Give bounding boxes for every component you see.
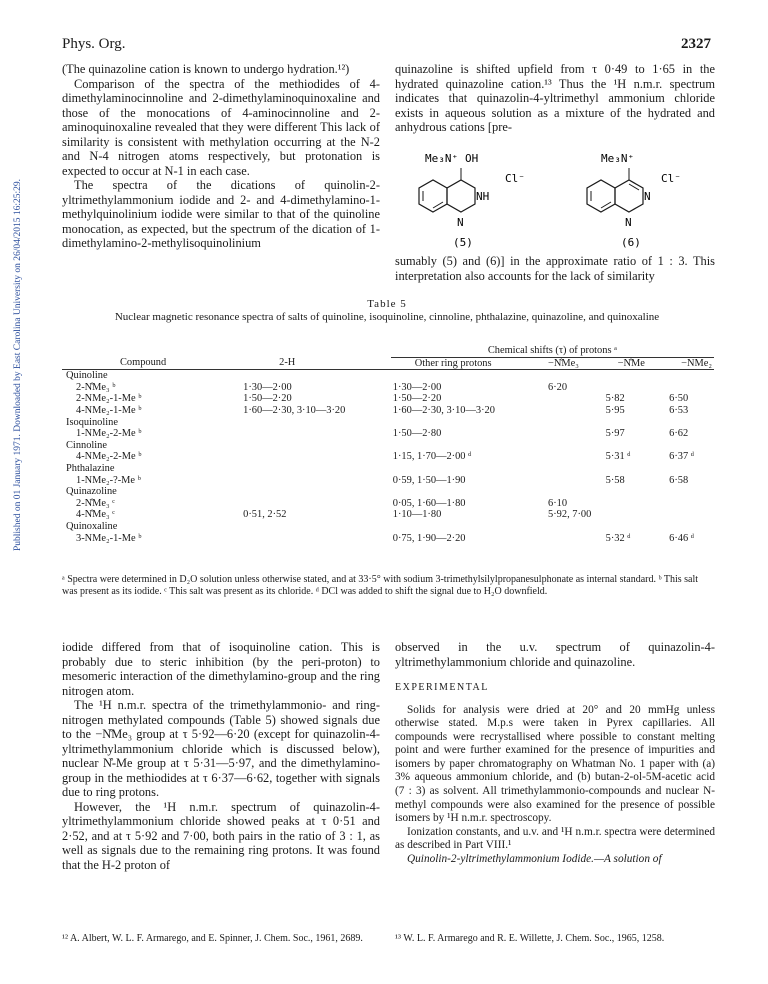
- footnote-13: ¹³ W. L. F. Armarego and R. E. Willette, J. Chem. Soc., 1965, 1258.: [395, 933, 665, 944]
- table-notes: ᵃ Spectra were determined in D₂O solution unless otherwise stated, and at 33·5° with sodium 3-trimethylsilylpropanesulphonate as internal standard. ᵇ This salt was present as its iodide. ᶜ This salt was present as its chloride. ᵈ DCl was added to shift the signal due to H₂O downfield.: [62, 574, 699, 597]
- paragraph: quinazoline is shifted upfield from τ 0·49 to 1·65 in the hydrated quinazoline cation.¹³ Thus the ¹H n.m.r. spectrum indicates that quinazolin-4-yltrimethyl ammonium chloride exists in aqueous solution as a mixture of the hydrated and anhydrous cations [pre-: [395, 62, 715, 134]
- table-row: 3-NMe₂-1-Me ᵇ 0·75, 1·90—2·20 5·32 ᵈ 6·46 ᵈ: [76, 532, 695, 544]
- table-row: Quinoxaline: [66, 520, 118, 532]
- right-column-continued: [395, 254, 715, 283]
- paragraph: (The quinazoline cation is known to undergo hydration.¹²): [62, 62, 350, 76]
- table-row: Quinazoline: [66, 486, 117, 498]
- table-row: Isoquinoline: [66, 416, 118, 428]
- page-number: 2327: [681, 36, 711, 52]
- table-row: 4-N̊Me₃ ᶜ 0·51, 2·52 1·10—1·80 5·92, 7·00: [76, 509, 592, 521]
- paragraph: Comparison of the spectra of the methiodides of 4-dimethylaminocinnoline and 2-dimethylaminoquinoxaline and those of the monocations of 4-aminocinnoline and 2-aminoquinoxaline revealed that they were different This lack of similarity is consistent with methylation occurring at the N-2 and N-4 nitrogen atoms respectively, but protonation is expected to occur at N-1 in each case.: [62, 76, 380, 178]
- section-heading: EXPERIMENTAL: [395, 682, 489, 693]
- paragraph: iodide differed from that of isoquinoline cation. This is probably due to steric inhibition (by the peri-proton) to mesomeric interaction of the dimethylamino-group and the ring nitrogen atom.: [62, 640, 380, 698]
- table-spanner: Chemical shifts (τ) of protons ᵃ: [391, 345, 714, 357]
- table-label: Table 5: [367, 298, 407, 310]
- paragraph: Ionization constants, and u.v. and ¹H n.m.r. spectra were determined as described in Part VIII.¹: [395, 825, 715, 852]
- paragraph: However, the ¹H n.m.r. spectrum of quinazolin-4-yltrimethylammonium chloride showed peaks at τ 0·51 and 2·52, and at τ 5·92 and 7·00, both pairs in the ratio of 3 : 1, as well as signals due to the remaining ring protons. It was found that the H-2 proton of: [62, 799, 380, 872]
- table-row: Quinoline: [66, 370, 108, 382]
- paragraph: sumably (5) and (6)] in the approximate ratio of 1 : 3. This interpretation also accounts for the lack of similarity: [395, 254, 715, 283]
- structure-6: [587, 152, 681, 249]
- right-column-top: [395, 62, 715, 135]
- col-header: −N̊Me₃: [548, 357, 579, 369]
- col-header: −NMe₂: [681, 357, 712, 369]
- struct6-n1: N: [644, 190, 651, 203]
- col-header: 2-H: [279, 357, 296, 369]
- paragraph: The ¹H n.m.r. spectra of the trimethylammonio- and ring-nitrogen methylated compounds (Table 5) showed signals due to the −N̊Me₃ group at τ 5·92—6·20 (except for quinazolin-4-yltrimethylammonium chloride which is discussed below), nuclear N̊-Me group at τ 5·31—5·97, and the dimethylamino-group in the methiodides at τ 6·37—6·62, together with signals due to ring protons.: [62, 698, 380, 799]
- table-row: 4-NMe₂-2-Me ᵇ 1·15, 1·70—2·00 ᵈ 5·31 ᵈ 6·37 ᵈ: [76, 451, 695, 463]
- struct6-anion: Cl⁻: [661, 172, 681, 185]
- col-header: −N̊Me: [617, 357, 645, 369]
- paragraph: observed in the u.v. spectrum of quinazolin-4-yltrimethylammonium chloride and quinazoline.: [395, 640, 715, 669]
- struct5-label: (5): [453, 236, 473, 249]
- struct5-anion: Cl⁻: [505, 172, 525, 185]
- table-caption: [62, 298, 712, 324]
- struct5-oh: OH: [465, 152, 479, 165]
- struct5-nh: NH: [476, 190, 490, 203]
- struct6-n2: N: [625, 216, 632, 229]
- table-title: Nuclear magnetic resonance spectra of salts of quinoline, isoquinoline, cinnoline, phthalazine, quinazoline, and quinoxaline: [114, 311, 660, 323]
- struct5-group: Me₃N⁺: [425, 152, 459, 165]
- table-row: 2-N̊Me₃ ᶜ 0·05, 1·60—1·80 6·10: [76, 497, 568, 509]
- table-row: 2-N̊Me₃ ᵇ 1·30—2·00 1·30—2·00 6·20: [76, 381, 568, 393]
- right-column-bottom: [395, 640, 715, 867]
- table-row: 4-NMe₂-1-Me ᵇ 1·60—2·30, 3·10—3·20 1·60—2·30, 3·10—3·20 5·95 6·53: [76, 404, 689, 416]
- table-row: 1-NMe₂-2-Me ᵇ 1·50—2·80 5·97 6·62: [76, 428, 689, 440]
- col-header: Other ring protons: [414, 357, 492, 369]
- download-notice-sidebar[interactable]: [3, 150, 23, 590]
- chemical-structures: [395, 146, 715, 250]
- table-row: 2-NMe₂-1-Me ᵇ 1·50—2·20 1·50—2·20 5·82 6·50: [76, 393, 689, 405]
- paragraph: Quinolin-2-yltrimethylammonium Iodide.—A solution of: [407, 853, 662, 866]
- paragraph: Solids for analysis were dried at 20° and 20 mmHg unless otherwise stated. M.p.s were taken in Pyrex capillaries. All compounds were recrystallised where possible to constant melting point and were further examined for the presence of impurities and isomers by paper chromatography on Whatman No. 1 paper with (a) 3% aqueous ammonium chloride, and (b) butan-2-ol-5M-acetic acid (7 : 3) as solvent. All trimethylammonio-compounds and nuclear N-methyl compounds were also examined for the presence of possible isomers by ¹H n.m.r. spectroscopy.: [395, 703, 715, 825]
- table-row: Phthalazine: [66, 462, 115, 474]
- table-row: 1-NMe₂-?-Me ᵇ 0·59, 1·50—1·90 5·58 6·58: [76, 474, 689, 486]
- struct6-label: (6): [621, 236, 641, 249]
- journal-header: Phys. Org.: [62, 36, 126, 52]
- structure-5: [419, 152, 525, 249]
- struct6-group: Me₃N⁺: [601, 152, 635, 165]
- table-row: Cinnoline: [66, 439, 107, 451]
- col-header: Compound: [120, 357, 167, 369]
- nmr-table: [62, 345, 714, 544]
- paragraph: The spectra of the dications of quinolin-2-yltrimethylammonium iodide and 2- and 4-dimethylamino-1-methylquinolinium iodide were similar to that of the quinoline monocation, as expected, but the spectrum of the dication of 1-dimethylamino-2-methylisoquinolinium: [62, 178, 380, 250]
- left-column-top: [62, 62, 380, 251]
- struct5-n: N: [457, 216, 464, 229]
- left-column-bottom: [62, 640, 380, 872]
- download-notice-text: Published on 01 January 1971. Downloaded by East Carolina University on 26/04/2015 16:25:29.: [13, 178, 23, 552]
- footnote-12: ¹² A. Albert, W. L. F. Armarego, and E. Spinner, J. Chem. Soc., 1961, 2689.: [62, 933, 363, 944]
